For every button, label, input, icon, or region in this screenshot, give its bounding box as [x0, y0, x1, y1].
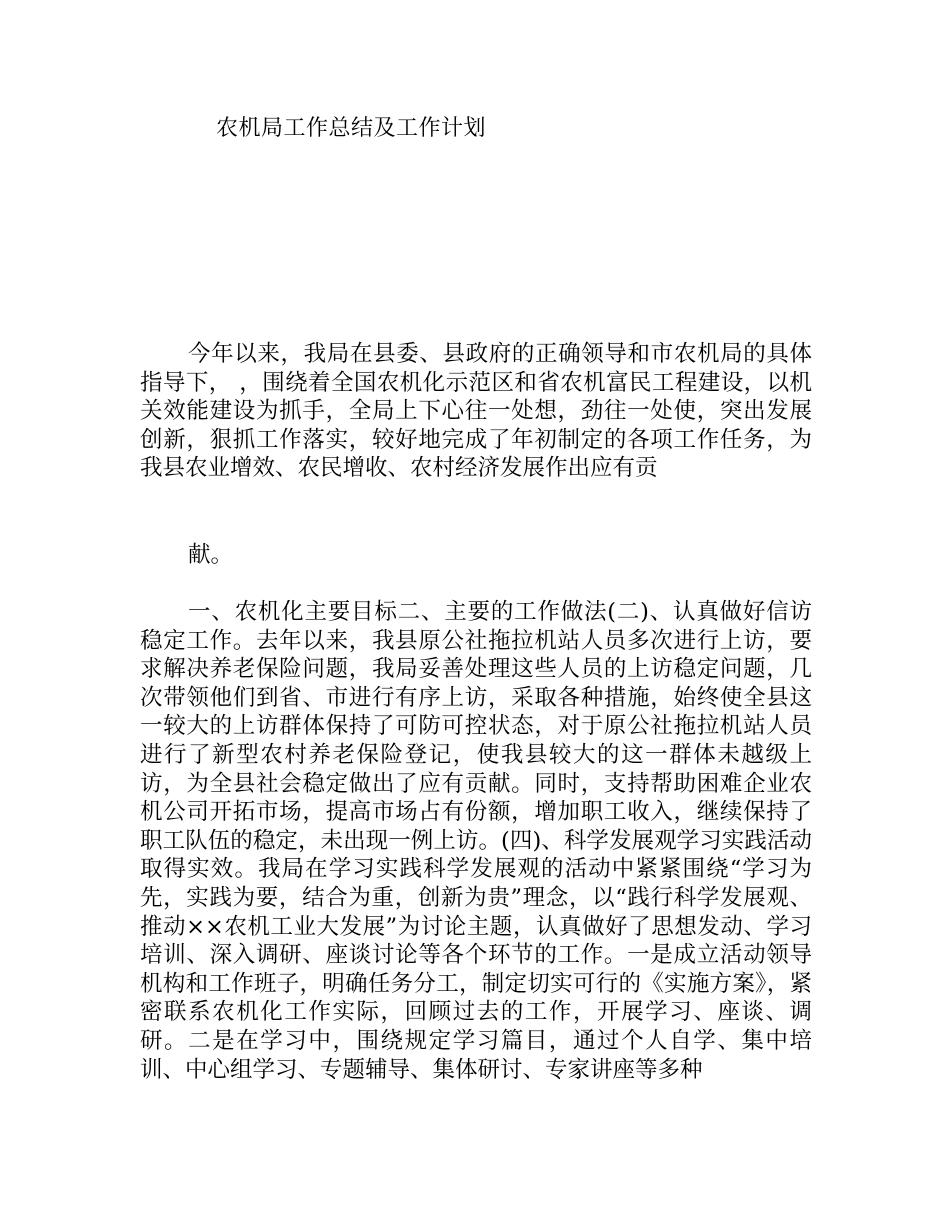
paragraph-body: 一、农机化主要目标二、主要的工作做法(二)、认真做好信访稳定工作。去年以来，我县原公社拖拉机站人员多次进行上访，要求解决养老保险问题，我局妥善处理这些人员的上访稳定问题，几次带领他们到省、市进行有序上访，采取各种措施，始终使全县这一较大的上访群体保持了可防可控状态，对于原公社拖拉机站人员进行了新型农村养老保险登记，使我县较大的这一群体未越级上访，为全县社会稳定做出了应有贡献。同时，支持帮助困难企业农机公司开拓市场，提高市场占有份额，增加职工收入，继续保持了职工队伍的稳定，未出现一例上访。(四)、科学发展观学习实践活动取得实效。我局在学习实践科学发展观的活动中紧紧围绕“学习为先，实践为要，结合为重，创新为贵”理念，以“践行科学发展观、推动××农机工业大发展”为讨论主题，认真做好了思想发动、学习培训、深入调研、座谈讨论等各个环节的工作。一是成立活动领导机构和工作班子，明确任务分工，制定切实可行的《实施方案》，紧密联系农机化工作实际，回顾过去的工作，开展学习、座谈、调研。二是在学习中，围绕规定学习篇目，通过个人自学、集中培训、中心组学习、专题辅导、集体研讨、专家讲座等多种: [140, 599, 812, 1083]
document-title: 农机局工作总结及工作计划: [216, 116, 487, 141]
paragraph-continuation: 献。: [188, 542, 234, 568]
paragraph-intro: 今年以来，我局在县委、县政府的正确领导和市农机局的具体指导下， ，围绕着全国农机化示范区和省农机富民工程建设，以机关效能建设为抓手，全局上下心往一处想，劲往一处使，突出发展创新，狠抓工作落实，较好地完成了年初制定的各项工作任务，为我县农业增效、农民增收、农村经济发展作出应有贡: [140, 341, 812, 482]
